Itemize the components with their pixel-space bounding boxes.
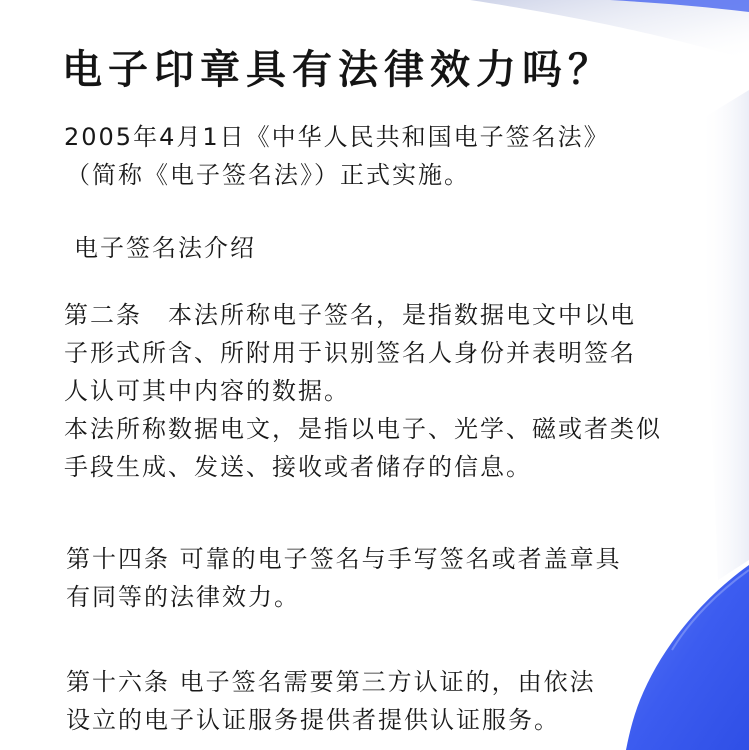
- article-16-paragraph: [66, 663, 596, 739]
- intro-line-2: （简称《电子签名法》）正式实施。: [66, 161, 470, 189]
- article-2-line-3: 人认可其中内容的数据。: [64, 377, 350, 405]
- article-16-line-2: 设立的电子认证服务提供者提供认证服务。: [66, 706, 560, 734]
- article-2-line-1: 第二条 本法所称电子签名，是指数据电文中以电: [64, 301, 636, 329]
- article-2-paragraph: [64, 296, 662, 486]
- section-heading: [74, 229, 256, 267]
- article-14-line-2: 有同等的法律效力。: [66, 583, 300, 611]
- intro-line-1: 2005年4月1日《中华人民共和国电子签名法》: [64, 123, 610, 151]
- article-2-line-4: 本法所称数据电文，是指以电子、光学、磁或者类似: [64, 415, 662, 443]
- section-heading-text: 电子签名法介绍: [74, 234, 256, 262]
- intro-paragraph: [64, 118, 610, 194]
- article-14-paragraph: [66, 540, 622, 616]
- page-title: 电子印章具有法律效力吗？: [62, 47, 614, 93]
- article-16-line-1: 第十六条 电子签名需要第三方认证的，由依法: [66, 668, 596, 696]
- article-14-line-1: 第十四条 可靠的电子签名与手写签名或者盖章具: [66, 545, 622, 573]
- article-2-line-2: 子形式所含、所附用于识别签名人身份并表明签名: [64, 339, 636, 367]
- article-2-line-5: 手段生成、发送、接收或者储存的信息。: [64, 453, 532, 481]
